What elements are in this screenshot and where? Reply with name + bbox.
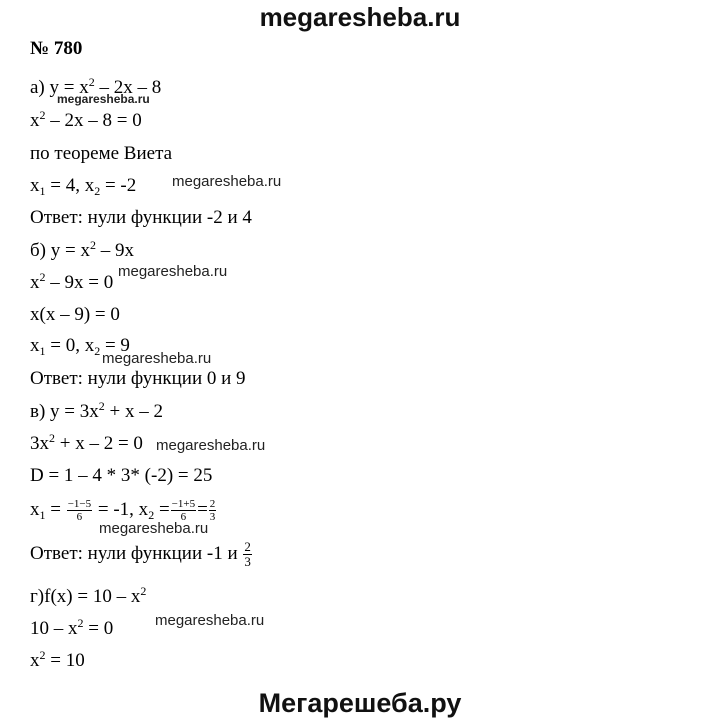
watermark: megaresheba.ru — [156, 437, 266, 454]
part-v-roots: $x_1$ = $\frac{-1-5}{6}$ = -1, $x_2$ = $\frac{-1+5}{6}$ = $\frac{2}{3}$ — [30, 498, 216, 524]
watermark: megaresheba.ru — [118, 263, 228, 280]
site-header: megaresheba.ru — [259, 2, 461, 32]
site-footer: Мегарешеба.ру — [258, 688, 462, 718]
part-v-discriminant: D = 1 – 4 * 3* (-2) = 25 — [30, 465, 213, 486]
part-b-function: б) $y = x^2 - 9x$ — [30, 238, 134, 261]
part-a-roots: $x_1 = 4$, $x_2 = -2$ — [30, 175, 137, 198]
part-b-roots: $x_1 = 0$, $x_2 = 9$ — [30, 335, 130, 358]
watermark: megaresheba.ru — [155, 612, 265, 629]
fraction-x1: $\frac{-1-5}{6}$ — [67, 498, 92, 524]
watermark: megaresheba.ru — [99, 520, 209, 537]
part-b-answer: Ответ: нули функции 0 и 9 — [30, 368, 246, 389]
watermark: megaresheba.ru — [102, 350, 212, 367]
part-b-equation: $x^2 - 9x = 0$ — [30, 270, 114, 293]
watermark: megaresheba.ru — [172, 173, 282, 190]
fraction-x2: $\frac{-1+5}{6}$ — [171, 498, 196, 524]
watermark: megaresheba.ru — [57, 92, 150, 106]
part-a-method: по теореме Виета — [30, 143, 173, 164]
part-v-answer: Ответ: нули функции -1 и $\frac{2}{3}$ — [30, 539, 251, 570]
part-g-square: $x^2 = 10$ — [30, 648, 85, 671]
fraction-x2-result: $\frac{2}{3}$ — [209, 498, 216, 524]
part-g-equation: $10 - x^2 = 0$ — [30, 616, 114, 639]
part-a-function: а) $y = x^2 - 2x - 8$ — [30, 75, 162, 98]
task-number: № 780 — [30, 38, 83, 59]
part-g-function: $г)f(x) = 10 - x^2$ — [30, 584, 147, 607]
part-v-equation: $3x^2 + x - 2 = 0$ — [30, 431, 143, 454]
part-a-answer: Ответ: нули функции -2 и 4 — [30, 207, 252, 228]
part-v-function: в) $y = 3x^2 + x - 2$ — [30, 399, 163, 422]
part-b-factored: x(x – 9) = 0 — [30, 304, 120, 325]
fraction-answer: $\frac{2}{3}$ — [244, 539, 251, 570]
part-a-equation: $x^2 - 2x - 8 = 0$ — [30, 108, 142, 131]
